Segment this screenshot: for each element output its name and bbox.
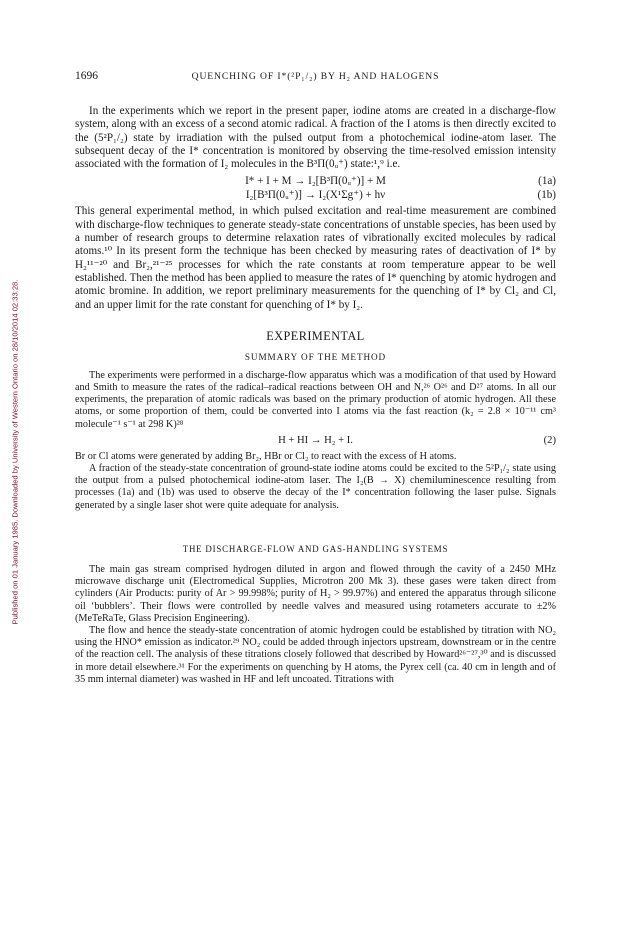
equation-block-1 [75, 174, 556, 202]
summary-section [75, 370, 556, 686]
equation-1b [75, 188, 556, 202]
flow-paragraph-1: The main gas stream comprised hydrogen diluted in argon and flowed through the cavity of a 2450 MHz microwave discharge unit (Electromedical Supplies, Microtron 200 Mk 3). these gases were taken direct from cylinders (Air Products: purity of Ar > 99.998%; purity of H₂ > 99.97%) and entered the apparatus through silicone oil ‘bubblers’. Their flows were controlled by needle valves and measured using rotameters accurate to ±2% (MeTeRaTe, Glass Precision Engineering). [75, 563, 556, 624]
equation-2-label: (2) [543, 434, 556, 446]
download-watermark [9, 72, 20, 832]
summary-paragraph-1: The experiments were performed in a discharge-flow apparatus which was a modification of that used by Howard and Smith to measure the rates of the radical–radical reactions between OH and N,²⁶ O²⁶ and D²⁷ atoms. In all our experiments, the preparation of atomic radicals was based on the primary production of atomic hydrogen. All these atoms, or some proportion of them, could be converted into I atoms via the fast reaction (k₂ = 2.8 × 10⁻¹¹ cm³ molecule⁻¹ s⁻¹ at 298 K)²⁸ [75, 369, 556, 430]
equation-2-body: H + HI → H₂ + I. [278, 434, 353, 446]
equation-1a [75, 174, 556, 188]
summary-paragraph-2: Br or Cl atoms were generated by adding Br₂, HBr or Cl₂ to react with the excess of H atoms. [75, 450, 457, 462]
subsection-heading-summary: SUMMARY OF THE METHOD [244, 351, 387, 362]
intro-paragraph-2: This general experimental method, in which pulsed excitation and real-time measurement are combined with discharge-flow techniques to generate steady-state concentrations of unstable species, has been used by a number of research groups to determine relaxation rates of vibrationally excited molecules by radical atoms.¹⁰ In its present form the technique has been checked by measuring rates of deactivation of I* by H₂¹¹⁻²⁰ and Br₂,²¹⁻²⁵ processes for which the rate constants at room temperature appear to be well established. Then the method has been applied to measure the rates of I* quenching by atomic hydrogen and atomic bromine. In addition, we report preliminary measurements for the quenching of I* by Cl₂ and Cl, and an upper limit for the rate constant for quenching of I* by I₂. [75, 205, 556, 311]
equation-2 [75, 431, 556, 451]
equation-1b-label: (1b) [537, 189, 556, 202]
intro-paragraph-1: In the experiments which we report in the present paper, iodine atoms are created in a discharge-flow system, along with an excess of a second atomic radical. A fraction of the I atoms is then directly excited to the (5²P₁/₂) state by irradiation with the pulsed output from a photochemical iodine-atom laser. The subsequent decay of the I* concentration is monitored by observing the time-resolved emission intensity associated with the formation of I₂ molecules in the B³Π(0ᵤ⁺) state:¹,⁹ i.e. [75, 105, 556, 171]
running-title: QUENCHING OF I*(²P₁/₂) BY H₂ AND HALOGENS [191, 71, 440, 82]
page-number: 1696 [75, 70, 98, 82]
subsection-heading-flow-systems: THE DISCHARGE-FLOW AND GAS-HANDLING SYSTEMS [182, 543, 449, 554]
watermark-text: Published on 01 January 1985. Downloaded by University of Western Ontario on 28/10/2014 02:33:28. [10, 279, 19, 625]
summary-paragraph-3: A fraction of the steady-state concentration of ground-state iodine atoms could be excited to the 5²P₁/₂ state using the output from a pulsed photochemical iodine-atom laser. The I₂(B → X) chemiluminescence resulting from processes (1a) and (1b) was used to observe the decay of the I* concentration following the laser pulse. Signals generated by a single laser shot were quite adequate for analysis. [75, 463, 556, 511]
flow-paragraph-2: The flow and hence the steady-state concentration of atomic hydrogen could be established by titration with NO₂ using the HNO* emission as indicator.²⁹ NO₂ could be added through injectors upstream, downstream or in the centre of the reaction cell. The analysis of these titrations closely followed that described by Howard²⁶⁻²⁷,³⁰ and is discussed in more detail elsewhere.³¹ For the experiments on quenching by H atoms, the Pyrex cell (ca. 40 cm in length and of 35 mm internal diameter) was washed in HF and left uncoated. Titrations with [75, 624, 556, 685]
equation-1a-label: (1a) [538, 175, 556, 188]
page-header [75, 70, 556, 88]
equation-1a-body: I* + I + M → I₂[B³Π(0ᵤ⁺)] + M [245, 175, 386, 188]
equation-1b-body: I₂[B³Π(0ᵤ⁺)] → I₂(X¹Σg⁺) + hν [245, 189, 386, 202]
journal-page [75, 70, 556, 686]
section-heading-experimental: EXPERIMENTAL [266, 328, 365, 343]
